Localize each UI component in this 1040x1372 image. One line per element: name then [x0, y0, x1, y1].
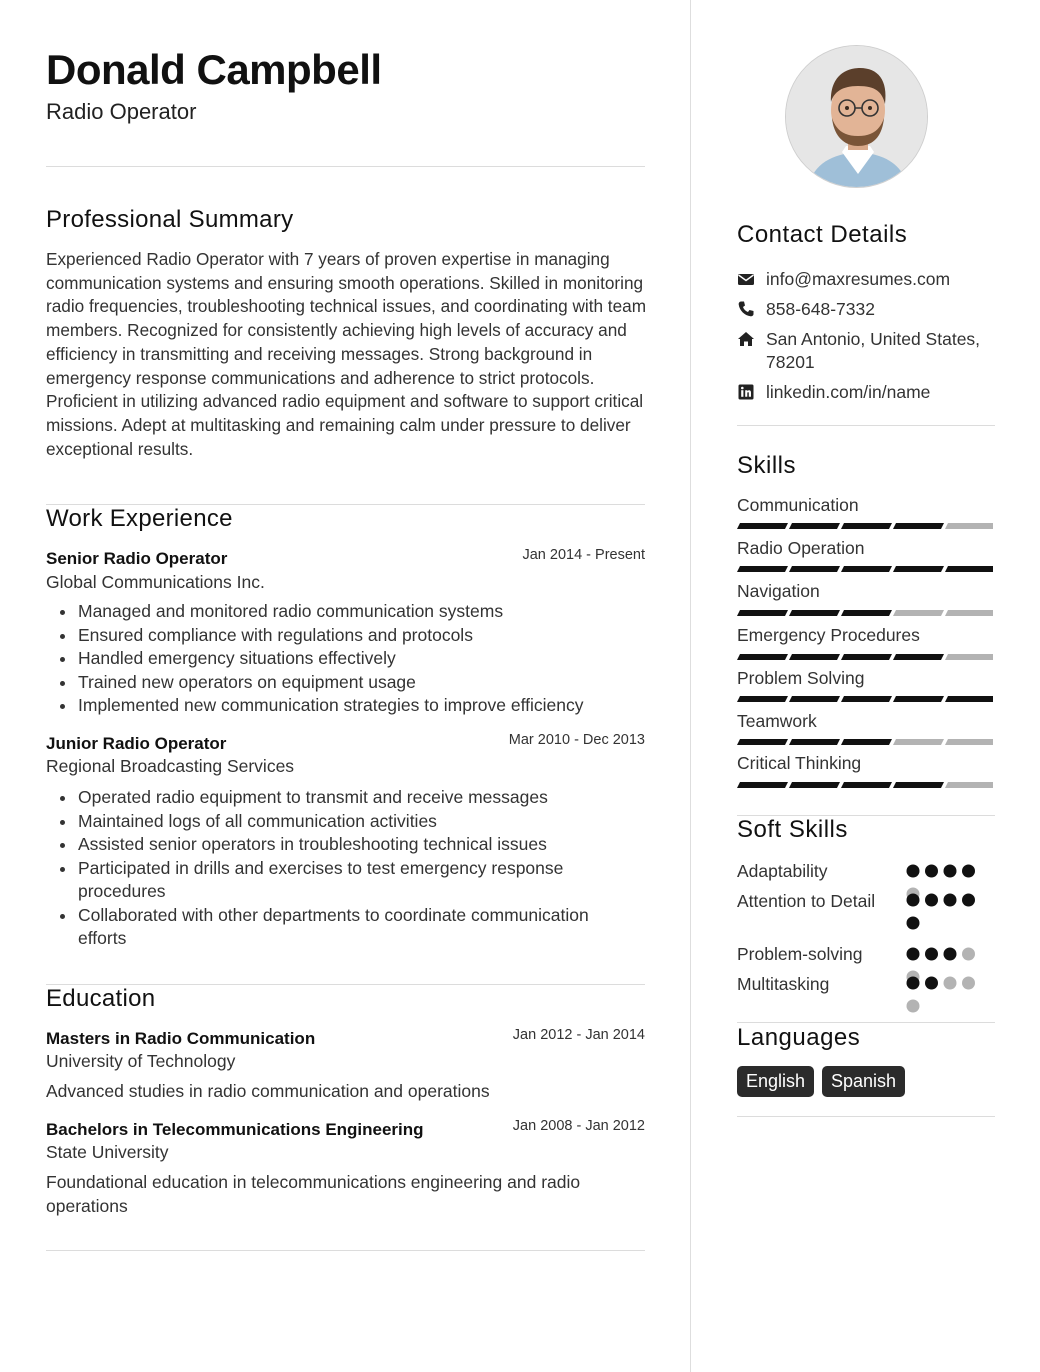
list-item: Handled emergency situations effectively — [78, 647, 638, 671]
skills-heading: Skills — [737, 452, 797, 479]
linkedin-icon — [737, 383, 755, 401]
skill-segment — [841, 523, 892, 529]
skill-name: Teamwork — [737, 711, 817, 731]
skill-segment — [737, 696, 788, 702]
skill-segment — [841, 782, 892, 788]
skill-dot — [925, 948, 938, 961]
list-item: Maintained logs of all communication activities — [78, 810, 638, 834]
job-date: Jan 2014 - Present — [522, 547, 645, 563]
degree-title: Bachelors in Telecommunications Engineering — [46, 1120, 424, 1139]
skill-segment — [737, 782, 788, 788]
skill-segment — [789, 696, 840, 702]
skill-dot — [907, 977, 920, 990]
skill-segment — [789, 523, 840, 529]
skill-segment — [893, 739, 944, 745]
skill-segment — [737, 610, 788, 616]
language-pill: Spanish — [822, 1066, 905, 1097]
education-heading: Education — [46, 985, 156, 1012]
list-item: Implemented new communication strategies to improve efficiency — [78, 694, 638, 718]
skill-dot — [944, 865, 957, 878]
skill-bar — [737, 523, 993, 529]
skill-segment — [893, 566, 944, 572]
degree-description: Advanced studies in radio communication and operations — [46, 1081, 490, 1101]
skill-name: Critical Thinking — [737, 753, 862, 773]
skill-segment — [945, 739, 993, 745]
contact-email-text: info@maxresumes.com — [766, 269, 951, 289]
skill-segment — [841, 610, 892, 616]
candidate-role: Radio Operator — [46, 99, 197, 124]
summary-text: Experienced Radio Operator with 7 years of proven expertise in managing communication systems and ensuring smooth operations. Skilled in monitoring radio frequencies, troubleshooting technical issues, and coordinating with team members. Recognized for consistently achieving high levels of accuracy and efficiency in transmitting and receiving messages. Strong background in emergency response communications and adherence to strict protocols. Proficient in utilizing advanced radio equipment and software to support critical missions. Adept at multitasking and remaining calm under pressure to deliver exceptional results. — [46, 249, 647, 459]
degree-title: Masters in Radio Communication — [46, 1029, 316, 1048]
languages-heading: Languages — [737, 1024, 861, 1051]
contact-linkedin-text: linkedin.com/in/name — [766, 382, 931, 402]
skill-segment — [737, 566, 788, 572]
languages-divider — [737, 1116, 995, 1117]
job-title: Junior Radio Operator — [46, 734, 227, 753]
list-item: Assisted senior operators in troubleshooting technical issues — [78, 833, 638, 857]
education-divider — [46, 1250, 645, 1251]
job-bullets — [78, 600, 638, 718]
contact-divider — [737, 425, 995, 426]
skill-dot — [962, 865, 975, 878]
soft-skills-heading: Soft Skills — [737, 816, 848, 843]
skill-segment — [893, 523, 944, 529]
degree-date: Jan 2008 - Jan 2012 — [512, 1118, 645, 1134]
header-divider — [46, 166, 645, 167]
skill-dot — [925, 977, 938, 990]
skill-dot — [907, 894, 920, 907]
contact-email — [737, 268, 995, 292]
degree-description: Foundational education in telecommunications engineering and radio operations — [46, 1172, 581, 1216]
skill-segment — [893, 696, 944, 702]
skill-segment — [789, 566, 840, 572]
skill-bar — [737, 654, 993, 660]
candidate-name: Donald Campbell — [46, 46, 382, 93]
skill-dot — [907, 948, 920, 961]
school-name: University of Technology — [46, 1051, 236, 1071]
skill-segment — [789, 654, 840, 660]
skill-dot — [944, 977, 957, 990]
profile-photo-icon — [786, 46, 928, 188]
skill-segment — [945, 610, 993, 616]
skill-bar — [737, 610, 993, 616]
skill-bar — [737, 566, 993, 572]
skill-dot — [907, 917, 920, 930]
list-item: Participated in drills and exercises to test emergency response procedures — [78, 857, 638, 904]
skill-segment — [841, 739, 892, 745]
skill-segment — [789, 782, 840, 788]
skill-segment — [789, 739, 840, 745]
skill-name: Navigation — [737, 581, 820, 601]
skill-bar — [737, 782, 993, 788]
list-item: Ensured compliance with regulations and protocols — [78, 624, 638, 648]
skill-segment — [945, 523, 993, 529]
skill-dot — [962, 894, 975, 907]
job-company: Global Communications Inc. — [46, 572, 265, 592]
avatar — [785, 45, 928, 188]
skill-name: Problem Solving — [737, 668, 865, 688]
skill-segment — [789, 610, 840, 616]
skill-dot — [944, 948, 957, 961]
soft-skill-name: Attention to Detail — [737, 891, 876, 911]
skill-segment — [737, 654, 788, 660]
skill-name: Emergency Procedures — [737, 625, 920, 645]
list-item: Trained new operators on equipment usage — [78, 671, 638, 695]
job-title: Senior Radio Operator — [46, 549, 228, 568]
skill-segment — [893, 654, 944, 660]
skill-segment — [841, 566, 892, 572]
skill-name: Communication — [737, 495, 859, 515]
skill-dot — [907, 865, 920, 878]
job-company: Regional Broadcasting Services — [46, 756, 295, 776]
skill-dot — [925, 894, 938, 907]
experience-heading: Work Experience — [46, 505, 233, 532]
phone-icon — [737, 300, 755, 318]
school-name: State University — [46, 1142, 169, 1162]
soft-skill-name: Problem-solving — [737, 944, 863, 964]
skill-segment — [737, 739, 788, 745]
job-date: Mar 2010 - Dec 2013 — [508, 732, 645, 748]
skill-segment — [737, 523, 788, 529]
contact-heading: Contact Details — [737, 221, 908, 248]
skill-segment — [893, 610, 944, 616]
contact-address-text: San Antonio, United States, 78201 — [766, 329, 981, 372]
skill-segment — [945, 654, 993, 660]
home-icon — [737, 330, 755, 348]
skill-dot — [944, 894, 957, 907]
skill-dot — [925, 865, 938, 878]
skill-segment — [945, 696, 993, 702]
language-pill: English — [737, 1066, 814, 1097]
soft-skill-name: Multitasking — [737, 974, 830, 994]
contact-phone-text: 858-648-7332 — [766, 299, 875, 319]
skill-segment — [841, 696, 892, 702]
list-item: Collaborated with other departments to coordinate communication efforts — [78, 904, 638, 951]
skill-segment — [841, 654, 892, 660]
contact-address — [737, 328, 995, 376]
skill-bar — [737, 739, 993, 745]
contact-linkedin — [737, 381, 995, 405]
list-item: Managed and monitored radio communication systems — [78, 600, 638, 624]
skill-segment — [945, 566, 993, 572]
list-item: Operated radio equipment to transmit and receive messages — [78, 786, 638, 810]
summary-heading: Professional Summary — [46, 206, 294, 233]
skill-segment — [893, 782, 944, 788]
envelope-icon — [737, 270, 755, 288]
job-bullets — [78, 786, 638, 951]
skill-bar — [737, 696, 993, 702]
soft-skills-divider — [737, 1022, 995, 1023]
skill-segment — [945, 782, 993, 788]
skill-name: Radio Operation — [737, 538, 865, 558]
skill-dot — [907, 1000, 920, 1013]
skill-dot — [962, 948, 975, 961]
contact-phone — [737, 298, 995, 322]
soft-skill-name: Adaptability — [737, 861, 828, 881]
soft-skill-dots — [906, 975, 986, 1017]
column-divider — [690, 0, 691, 1372]
skill-dot — [962, 977, 975, 990]
soft-skill-dots — [906, 892, 986, 934]
degree-date: Jan 2012 - Jan 2014 — [512, 1027, 645, 1043]
